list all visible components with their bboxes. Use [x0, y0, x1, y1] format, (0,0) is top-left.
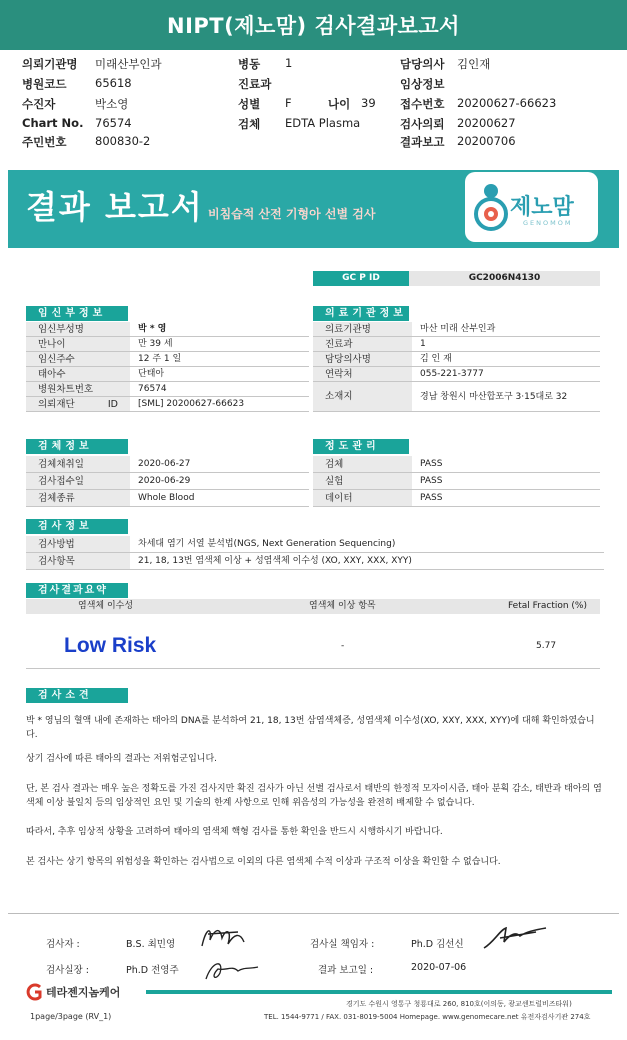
pregnant-row-label: 만나이 — [26, 337, 130, 352]
institution-label: 의뢰기관명 — [22, 57, 78, 71]
tester-name: B.S. 최민영 — [126, 939, 176, 950]
chart-label: Chart No. — [22, 116, 84, 130]
section-institution-info: 의료기관정보 — [313, 306, 409, 321]
section-test-info: 검사정보 — [26, 519, 128, 534]
finding-paragraph-3: 단, 본 검사 결과는 매우 높은 정확도를 가진 검사지만 확진 검사가 아닌 선별 검사로서 태반의 한정적 모자이시즘, 태아 분획 감소, 태반과 태아의 염색체 이상 불일치 등의 임상적인 요인 및 기술의 한계 사항으로 인해 위음성의 가능성을 완전히 배제할 수 없습니다. — [26, 784, 602, 808]
institution-row-label: 의료기관명 — [313, 322, 412, 337]
sex-label: 성별 — [238, 97, 261, 111]
result-low-risk: Low Risk — [64, 634, 157, 657]
test_info-row-value: 21, 18, 13번 염색체 이상 + 성염색체 이수성 (XO, XXY, XXX, XYY) — [130, 553, 604, 570]
page-number: 1page/3page (RV_1) — [30, 1012, 112, 1021]
section-qc: 정도관리 — [313, 439, 409, 454]
qc-row-value: PASS — [412, 490, 600, 507]
pregnant-row-value: 12 주 1 일 — [130, 352, 309, 367]
rrn-label: 주민번호 — [22, 135, 67, 149]
signature-report-date: 2020-07-06 — [411, 962, 467, 973]
signature-divider — [8, 913, 619, 914]
gcpid-value: GC2006N4130 — [409, 271, 600, 286]
pregnant-row-value: 76574 — [130, 382, 309, 397]
summary-col-aneuploidy: 염색체 이수성 — [78, 601, 134, 611]
pregnant-row-value: 박 * 영 — [130, 322, 309, 337]
finding-paragraph-5: 본 검사는 상기 항목의 위험성을 확인하는 검사법으로 이외의 다른 염색체 수적 이상과 구조적 이상을 확인할 수 없습니다. — [26, 857, 501, 867]
gcpid-label: GC P ID — [313, 271, 409, 286]
specimen_info-row-label: 검체종류 — [26, 490, 130, 507]
qc-row-label: 실험 — [313, 473, 412, 490]
qc-row-value: PASS — [412, 473, 600, 490]
patient-value: 박소영 — [95, 97, 129, 111]
pregnant-row-label: 임신주수 — [26, 352, 130, 367]
institution-row-label: 진료과 — [313, 337, 412, 352]
clinical-label: 임상정보 — [400, 77, 445, 91]
finding-paragraph-2: 상기 검사에 따른 태아의 결과는 저위험군입니다. — [26, 754, 218, 764]
pregnant-row-label: 의뢰재단 ID — [26, 397, 130, 412]
receipt-label: 접수번호 — [400, 97, 445, 111]
qc-row-label: 검체 — [313, 456, 412, 473]
section-pregnant-info: 임신부정보 — [26, 306, 128, 321]
test_info-row-value: 차세대 염기 서열 분석법(NGS, Next Generation Sequencing) — [130, 536, 604, 553]
rrn-value: 800830-2 — [95, 134, 151, 148]
section-specimen-info: 검체정보 — [26, 439, 128, 454]
chart-value: 76574 — [95, 116, 132, 130]
logo-name: 제노맘 — [510, 195, 574, 220]
specimen_info-row-label: 검사접수일 — [26, 473, 130, 490]
institution-row-value: 055-221-3777 — [412, 367, 600, 382]
institution-row-label: 연락처 — [313, 367, 412, 382]
summary-col-fetal-fraction: Fetal Fraction (%) — [508, 601, 587, 611]
lab-head-signature — [480, 922, 550, 952]
hospital-code-label: 병원코드 — [22, 77, 67, 91]
pregnant-row-value: 만 39 세 — [130, 337, 309, 352]
section-summary: 검사결과요약 — [26, 583, 128, 598]
summary-col-abnormal: 염색체 이상 항목 — [309, 601, 376, 611]
pregnant-row-value: [SML] 20200627-66623 — [130, 397, 309, 412]
footer-address: 경기도 수원시 영통구 청룡대로 260, 810호(이의동, 광교센트럴비즈타워) — [346, 1000, 572, 1008]
tester-signature — [198, 922, 248, 952]
test_info-row-label: 검사방법 — [26, 536, 130, 553]
hospital-code-value: 65618 — [95, 76, 132, 90]
section-findings: 검사소견 — [26, 688, 128, 703]
specimen_info-row-value: 2020-06-29 — [130, 473, 309, 490]
footer-contact: TEL. 1544-9771 / FAX. 031-8019-5004 Homepage. www.genomecare.net 유전자검사기관 274호 — [264, 1013, 591, 1021]
institution-row-value: 경남 창원시 마산합포구 3·15대로 32 — [412, 382, 600, 412]
request-value: 20200627 — [457, 116, 516, 130]
banner-title: 결과 보고서 — [26, 188, 204, 226]
doctor-value: 김인재 — [457, 57, 491, 71]
institution-row-value: 김 인 재 — [412, 352, 600, 367]
report-label: 결과보고 — [400, 135, 445, 149]
summary-header-row — [26, 599, 600, 614]
genomom-logo-icon — [474, 182, 508, 232]
receipt-value: 20200627-66623 — [457, 96, 557, 110]
patient-label: 수진자 — [22, 97, 56, 111]
age-label: 나이 — [328, 97, 351, 111]
abnormal-value: - — [341, 641, 345, 651]
company-name: 테라젠지놈케어 — [46, 986, 121, 999]
institution-row-value: 1 — [412, 337, 600, 352]
specimen_info-row-value: Whole Blood — [130, 490, 309, 507]
finding-paragraph-4: 따라서, 추후 임상적 상황을 고려하여 태아의 염색체 핵형 검사를 통한 확인을 반드시 시행하시기 바랍니다. — [26, 827, 443, 837]
lab-head-name: Ph.D 김선신 — [411, 939, 464, 950]
test_info-row-label: 검사항목 — [26, 553, 130, 570]
age-value: 39 — [361, 96, 376, 110]
report-date-value: 20200706 — [457, 134, 516, 148]
report-date-label: 결과 보고일 : — [318, 965, 374, 976]
banner-subtitle: 비침습적 산전 기형아 선별 검사 — [208, 207, 376, 221]
company-logo-icon — [24, 982, 44, 1002]
ward-value: 1 — [285, 56, 293, 70]
institution-value: 미래산부인과 — [95, 57, 162, 71]
director-signature — [202, 955, 262, 983]
pregnant-row-value: 단태아 — [130, 367, 309, 382]
report-title: NIPT(제노맘) 검사결과보고서 — [0, 0, 627, 50]
institution-row-value: 마산 미래 산부인과 — [412, 322, 600, 337]
specimen_info-row-value: 2020-06-27 — [130, 456, 309, 473]
specimen_info-row-label: 검체채취일 — [26, 456, 130, 473]
specimen-label: 검체 — [238, 117, 261, 131]
lab-head-label: 검사실 책임자 : — [310, 939, 375, 950]
sex-value: F — [285, 96, 292, 110]
doctor-label: 담당의사 — [400, 57, 445, 71]
footer-teal-bar — [146, 990, 612, 994]
institution-row-label: 소재지 — [313, 382, 412, 412]
logo-subtext: GENOMOM — [523, 219, 573, 227]
director-name: Ph.D 전영주 — [126, 965, 179, 976]
specimen-value: EDTA Plasma — [285, 116, 361, 130]
fetal-fraction-value: 5.77 — [536, 641, 557, 651]
ward-label: 병동 — [238, 57, 261, 71]
director-label: 검사실장 : — [46, 965, 89, 976]
qc-row-label: 데이터 — [313, 490, 412, 507]
pregnant-row-label: 임신부성명 — [26, 322, 130, 337]
summary-divider — [26, 668, 600, 669]
pregnant-row-label: 병원차트번호 — [26, 382, 130, 397]
institution-row-label: 담당의사명 — [313, 352, 412, 367]
tester-label: 검사자 : — [46, 939, 80, 950]
pregnant-row-label: 태아수 — [26, 367, 130, 382]
qc-row-value: PASS — [412, 456, 600, 473]
dept-label: 진료과 — [238, 77, 272, 91]
request-label: 검사의뢰 — [400, 117, 445, 131]
finding-paragraph-1: 박 * 영님의 혈액 내에 존재하는 태아의 DNA를 분석하여 21, 18, 13번 삼염색체증, 성염색체 이수성(XO, XXY, XXX, XYY)에 대해 확인하였습니다. — [26, 716, 595, 740]
